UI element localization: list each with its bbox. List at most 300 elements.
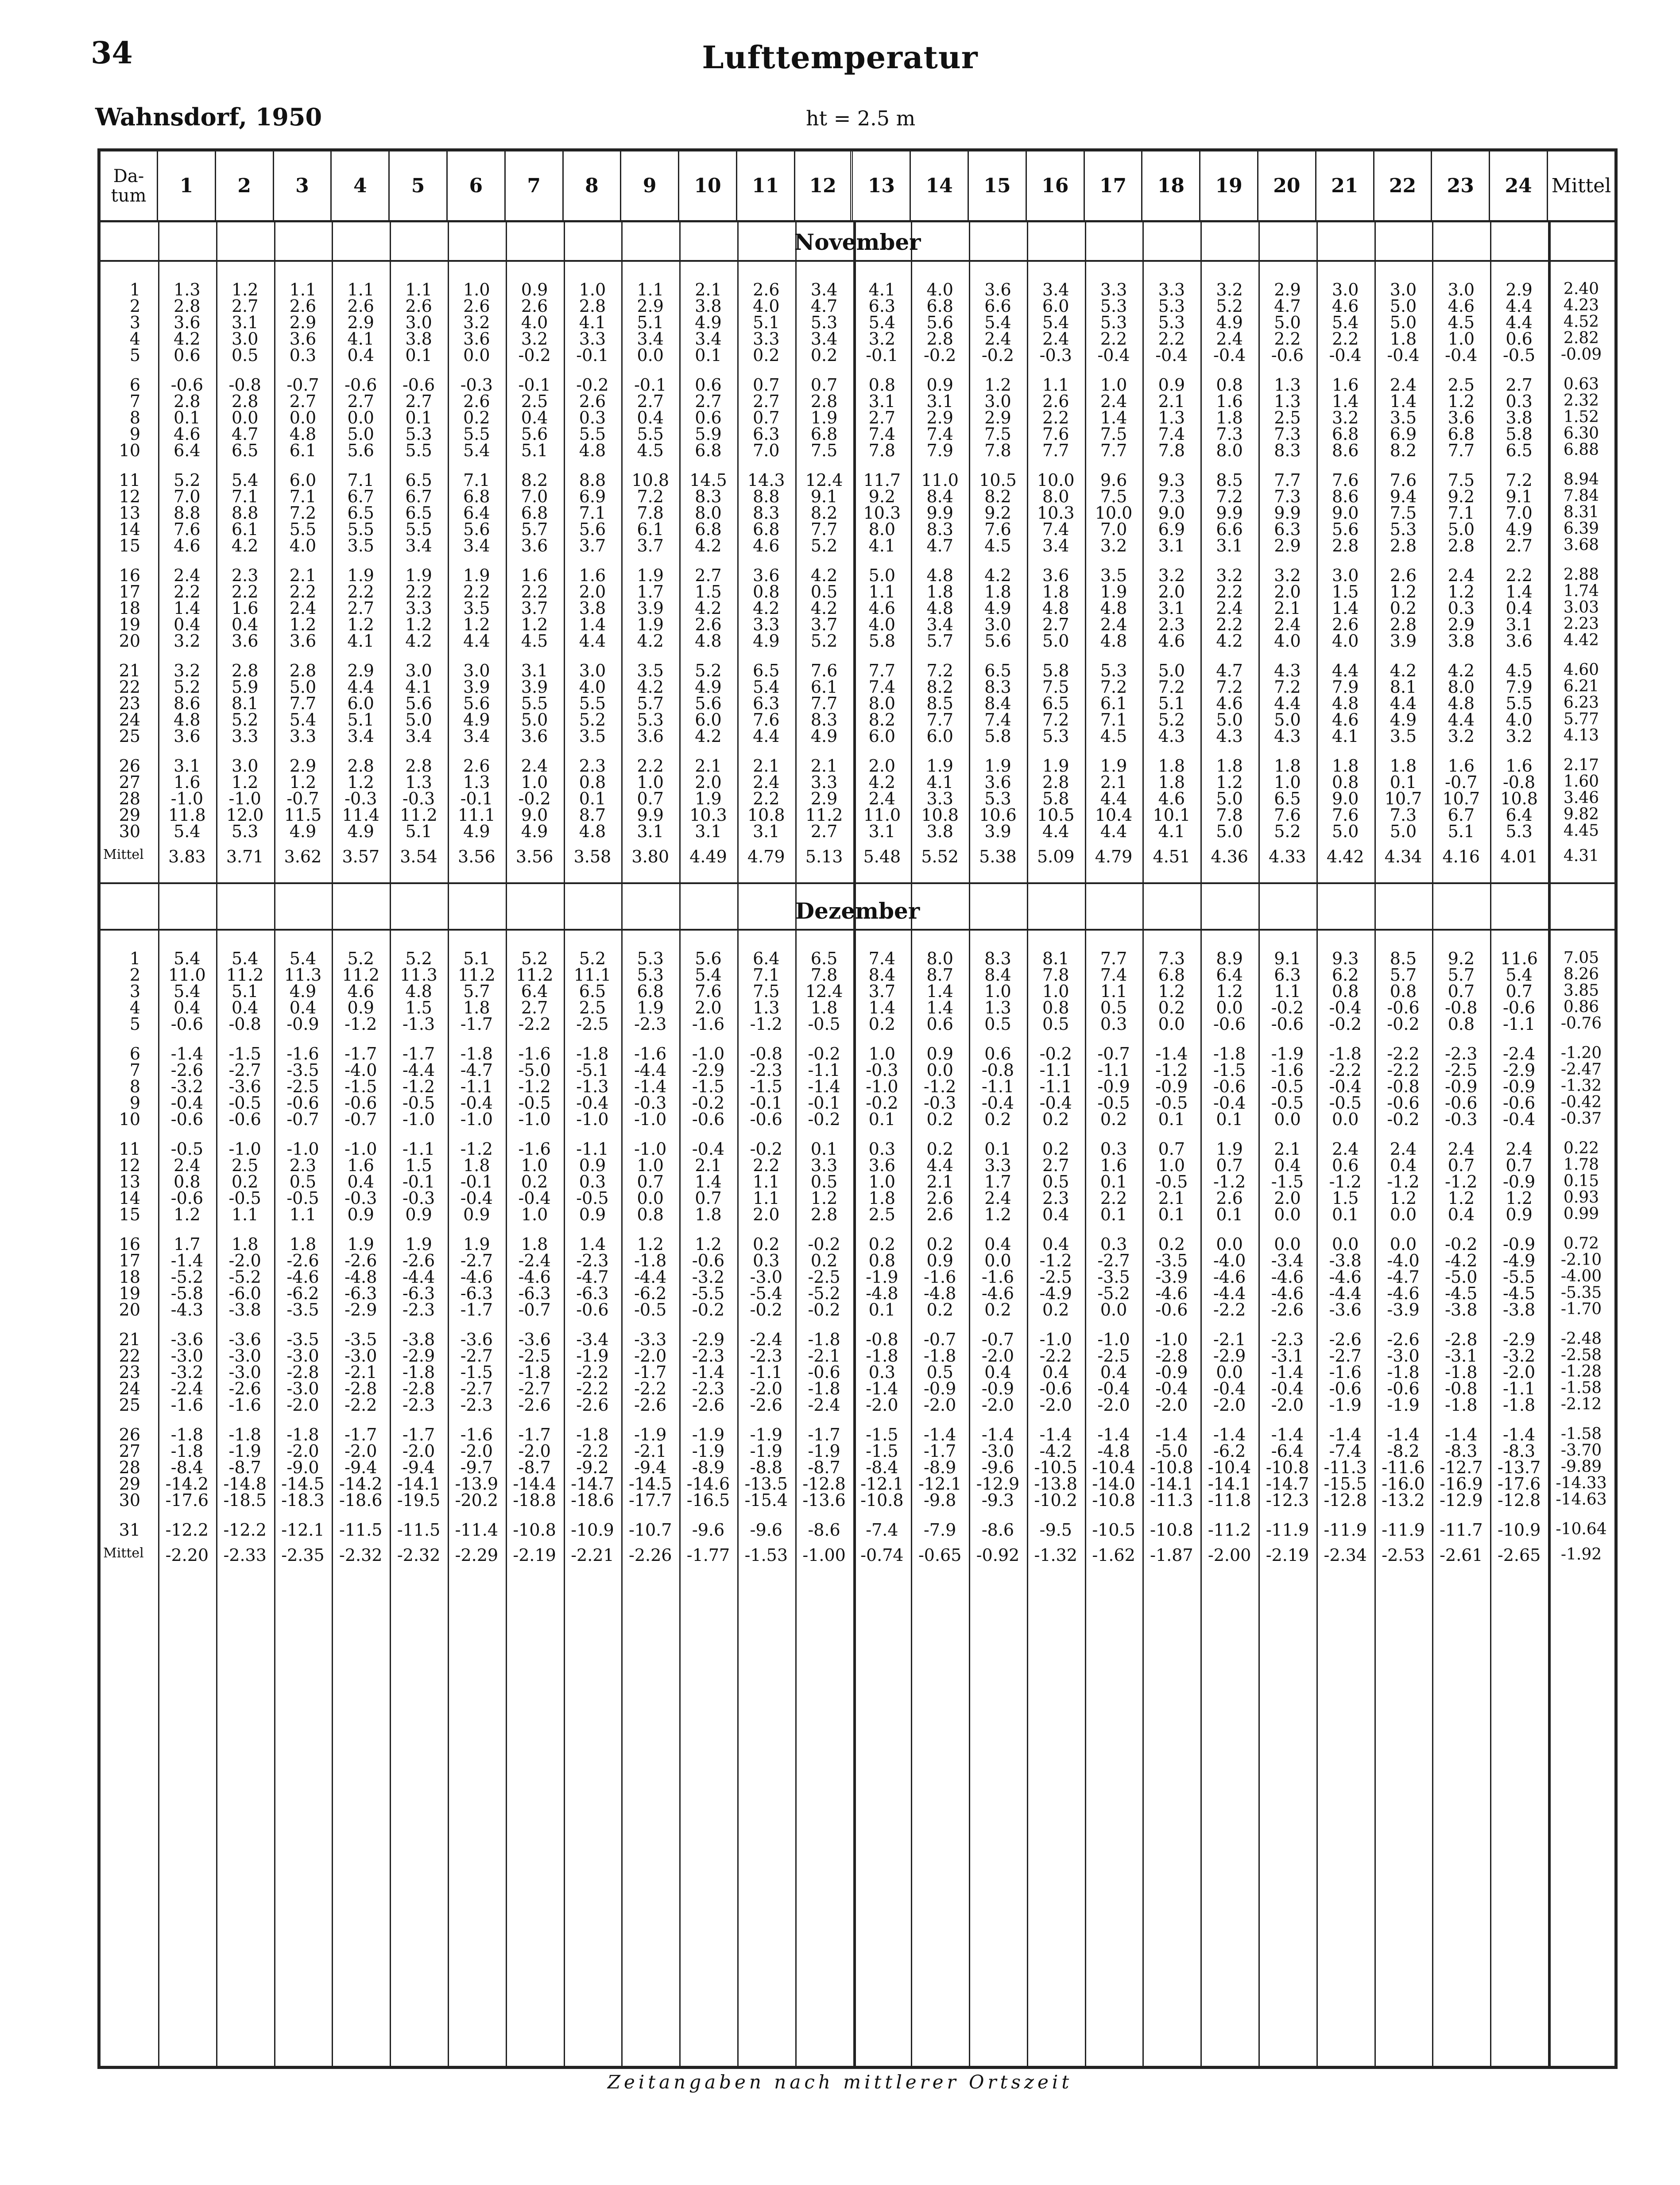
value-cell: 5.2 (579, 710, 606, 730)
value-cell: -0.9 (924, 1379, 956, 1398)
value-cell: 4.4 (1100, 822, 1127, 841)
value-cell: 6.4 (521, 982, 548, 1001)
value-cell: -0.4 (1097, 1379, 1130, 1398)
value-cell: 9.0 (1158, 503, 1185, 523)
value-cell: 7.5 (1390, 503, 1417, 523)
value-cell: -1.4 (1271, 1425, 1304, 1444)
table-row (101, 694, 1614, 711)
value-cell: -2.6 (170, 1060, 204, 1080)
value-cell: 3.4 (463, 536, 490, 555)
value-cell: -0.5 (634, 1300, 667, 1320)
table-row (101, 1093, 1614, 1111)
value-cell: 14.3 (747, 470, 785, 490)
value-cell: -0.8 (1445, 1379, 1478, 1398)
value-cell: 0.8 (1390, 982, 1417, 1001)
value-cell: 1.2 (405, 615, 432, 634)
hour-mean-cell: 5.48 (863, 847, 901, 866)
value-cell: 4.5 (1506, 661, 1533, 680)
value-cell: 5.3 (1390, 520, 1417, 539)
hour-mean-cell: 4.34 (1384, 847, 1422, 866)
row-mean-cell: 8.31 (1563, 503, 1599, 521)
value-cell: -0.6 (692, 1251, 725, 1270)
value-cell: -17.6 (165, 1490, 209, 1510)
value-cell: 4.8 (405, 982, 432, 1001)
value-cell: 5.0 (347, 424, 374, 444)
row-mean-cell: -1.32 (1560, 1077, 1602, 1095)
value-cell: -13.8 (1034, 1474, 1077, 1494)
value-cell: 7.5 (1100, 487, 1127, 506)
value-cell: 2.6 (463, 392, 490, 411)
value-cell: 0.2 (1042, 1300, 1069, 1320)
value-cell: -0.4 (981, 1093, 1014, 1113)
value-cell: -3.0 (1387, 1346, 1420, 1366)
value-cell: 8.8 (753, 487, 780, 506)
row-mean-cell: 9.82 (1563, 805, 1599, 823)
value-cell: -1.6 (460, 1425, 493, 1444)
header-hour: 6 (448, 151, 506, 220)
value-cell: 1.8 (231, 1234, 259, 1254)
value-cell: -6.2 (286, 1284, 319, 1303)
value-cell: 3.4 (1042, 536, 1069, 555)
value-cell: 2.1 (1100, 772, 1127, 792)
value-cell: 7.6 (753, 710, 780, 730)
value-cell: 1.4 (1332, 598, 1359, 618)
value-cell: 1.0 (1042, 982, 1069, 1001)
value-cell: 8.1 (231, 694, 259, 713)
value-cell: -0.6 (808, 1362, 840, 1382)
row-mean-cell: -2.10 (1560, 1251, 1602, 1269)
day-cell: 25 (119, 1395, 140, 1415)
value-cell: -0.2 (750, 1300, 782, 1320)
value-cell: -13.7 (1497, 1458, 1541, 1477)
value-cell: 2.0 (1274, 582, 1301, 602)
value-cell: -0.3 (1445, 1110, 1478, 1129)
day-cell: 13 (119, 1172, 140, 1191)
value-cell: 3.9 (521, 677, 548, 697)
value-cell: -6.3 (402, 1284, 435, 1303)
value-cell: -1.4 (1502, 1425, 1536, 1444)
day-cell: 7 (129, 1060, 140, 1080)
value-cell: 0.2 (868, 1014, 896, 1034)
value-cell: 1.9 (347, 566, 374, 585)
value-cell: 5.2 (521, 949, 548, 968)
value-cell: -2.0 (1097, 1395, 1130, 1415)
hour-mean-cell: -0.74 (860, 1545, 904, 1565)
value-cell: 0.2 (926, 1234, 953, 1254)
value-cell: -1.9 (1329, 1395, 1362, 1415)
value-cell: -1.5 (228, 1044, 261, 1063)
value-cell: -1.8 (518, 1362, 551, 1382)
value-cell: 3.2 (1158, 566, 1185, 585)
value-cell: 1.9 (810, 408, 838, 427)
day-cell: 11 (119, 470, 140, 490)
value-cell: 0.1 (1332, 1205, 1359, 1224)
value-cell: 0.1 (405, 345, 432, 365)
value-cell: 2.8 (174, 392, 201, 411)
value-cell: -9.8 (924, 1490, 956, 1510)
day-cell: 11 (119, 1139, 140, 1159)
value-cell: 7.5 (1448, 470, 1475, 490)
table-row (101, 1520, 1614, 1538)
value-cell: 7.3 (1216, 424, 1243, 444)
value-cell: 0.4 (1506, 598, 1533, 618)
value-cell: 5.2 (579, 949, 606, 968)
value-cell: 2.4 (1332, 1139, 1359, 1159)
value-cell: 0.4 (231, 615, 259, 634)
table-row (101, 375, 1614, 393)
value-cell: 2.1 (695, 280, 722, 299)
value-cell: 2.6 (926, 1188, 953, 1208)
value-cell: 2.2 (1100, 1188, 1127, 1208)
value-cell: -1.8 (1213, 1044, 1246, 1063)
value-cell: -0.6 (1502, 1093, 1536, 1113)
value-cell: 11.5 (284, 805, 322, 825)
value-cell: 2.2 (1274, 329, 1301, 349)
value-cell: 1.9 (1216, 1139, 1243, 1159)
value-cell: -4.4 (634, 1267, 667, 1287)
table-row (101, 1251, 1614, 1269)
value-cell: -0.1 (808, 1093, 840, 1113)
value-cell: 8.2 (521, 470, 548, 490)
value-cell: 5.5 (1506, 694, 1533, 713)
value-cell: -2.6 (1329, 1330, 1362, 1349)
value-cell: 2.0 (868, 756, 896, 776)
hour-mean-cell: -2.34 (1324, 1545, 1367, 1565)
value-cell: 3.6 (753, 566, 780, 585)
value-cell: -4.6 (1387, 1284, 1420, 1303)
value-cell: -0.4 (1502, 1110, 1536, 1129)
value-cell: 0.3 (1448, 598, 1475, 618)
value-cell: 1.0 (1274, 772, 1301, 792)
value-cell: 4.9 (289, 982, 317, 1001)
value-cell: 2.1 (926, 1172, 953, 1191)
value-cell: 7.2 (637, 487, 664, 506)
value-cell: -2.0 (1213, 1395, 1246, 1415)
table-row (101, 1014, 1614, 1032)
value-cell: 5.3 (1100, 661, 1127, 680)
value-cell: -1.1 (1502, 1379, 1536, 1398)
value-cell: 3.4 (926, 615, 953, 634)
value-cell: 4.0 (289, 536, 317, 555)
value-cell: 2.1 (1158, 1188, 1185, 1208)
value-cell: 0.6 (926, 1014, 953, 1034)
value-cell: 5.5 (405, 520, 432, 539)
value-cell: -1.8 (808, 1330, 840, 1349)
value-cell: 6.9 (579, 487, 606, 506)
value-cell: 6.4 (753, 949, 780, 968)
value-cell: -16.0 (1382, 1474, 1425, 1494)
value-cell: 0.7 (810, 375, 838, 395)
value-cell: 1.8 (463, 998, 490, 1017)
header-hour: 22 (1374, 151, 1432, 220)
value-cell: -0.2 (518, 345, 551, 365)
value-cell: 2.9 (1274, 280, 1301, 299)
value-cell: 2.6 (1042, 392, 1069, 411)
value-cell: -2.9 (692, 1330, 725, 1349)
value-cell: 3.4 (810, 329, 838, 349)
value-cell: -2.0 (750, 1379, 782, 1398)
value-cell: -12.1 (860, 1474, 904, 1494)
value-cell: 3.2 (521, 329, 548, 349)
value-cell: 7.2 (926, 661, 953, 680)
value-cell: 4.2 (637, 631, 664, 651)
value-cell: 3.1 (637, 822, 664, 841)
hour-mean-cell: 3.62 (284, 847, 322, 866)
value-cell: 7.8 (868, 441, 896, 460)
value-cell: -0.2 (1271, 998, 1304, 1017)
value-cell: 6.5 (810, 949, 838, 968)
value-cell: -2.3 (692, 1379, 725, 1398)
value-cell: 2.7 (868, 408, 896, 427)
value-cell: 8.2 (1390, 441, 1417, 460)
value-cell: 0.9 (1506, 1205, 1533, 1224)
value-cell: 1.4 (695, 1172, 722, 1191)
value-cell: 4.1 (868, 536, 896, 555)
row-mean-cell: 2.32 (1563, 392, 1599, 410)
value-cell: 5.6 (984, 631, 1011, 651)
day-cell: 22 (119, 677, 140, 697)
value-cell: 4.0 (1274, 631, 1301, 651)
value-cell: -1.9 (866, 1267, 898, 1287)
value-cell: 0.9 (579, 1205, 606, 1224)
day-cell: 5 (129, 345, 140, 365)
value-cell: -18.5 (223, 1490, 267, 1510)
value-cell: 5.4 (231, 949, 259, 968)
day-cell: 8 (129, 408, 140, 427)
value-cell: -4.6 (460, 1267, 493, 1287)
value-cell: -2.8 (1445, 1330, 1478, 1349)
value-cell: -1.4 (692, 1362, 725, 1382)
value-cell: -1.1 (1039, 1060, 1072, 1080)
value-cell: -0.2 (924, 345, 956, 365)
value-cell: 3.2 (174, 661, 201, 680)
value-cell: -1.2 (1329, 1172, 1362, 1191)
value-cell: 0.8 (1448, 1014, 1475, 1034)
value-cell: 0.2 (1390, 598, 1417, 618)
table-row (101, 965, 1614, 983)
value-cell: 10.3 (689, 805, 727, 825)
value-cell: 6.5 (405, 470, 432, 490)
value-cell: -2.0 (518, 1441, 551, 1461)
value-cell: 0.4 (174, 998, 201, 1017)
value-cell: 7.4 (868, 424, 896, 444)
value-cell: 0.0 (463, 345, 490, 365)
value-cell: -2.2 (1039, 1346, 1072, 1366)
value-cell: 1.2 (1216, 982, 1243, 1001)
value-cell: 0.4 (984, 1234, 1011, 1254)
header-hour: 17 (1085, 151, 1143, 220)
value-cell: -9.2 (576, 1458, 609, 1477)
value-cell: 8.9 (1216, 949, 1243, 968)
value-cell: -2.5 (576, 1014, 609, 1034)
value-cell: 5.3 (1042, 726, 1069, 746)
value-cell: 11.2 (515, 965, 554, 985)
value-cell: -12.8 (1497, 1490, 1541, 1510)
value-cell: 8.3 (926, 520, 953, 539)
value-cell: 1.8 (984, 582, 1011, 602)
value-cell: 0.4 (1042, 1362, 1069, 1382)
value-cell: -5.1 (576, 1060, 609, 1080)
table-row (101, 982, 1614, 999)
value-cell: -2.4 (518, 1251, 551, 1270)
value-cell: 3.6 (463, 329, 490, 349)
value-cell: 5.3 (637, 949, 664, 968)
value-cell: 1.9 (405, 566, 432, 585)
value-cell: -0.2 (1387, 1014, 1420, 1034)
value-cell: 0.5 (984, 1014, 1011, 1034)
value-cell: 4.6 (1448, 296, 1475, 316)
value-cell: 3.0 (984, 392, 1011, 411)
value-cell: -3.5 (1155, 1251, 1188, 1270)
value-cell: 2.1 (1274, 1139, 1301, 1159)
value-cell: -1.6 (518, 1139, 551, 1159)
hour-mean-cell: -0.65 (918, 1545, 962, 1565)
value-cell: 8.4 (926, 487, 953, 506)
value-cell: 2.4 (174, 566, 201, 585)
value-cell: -2.5 (518, 1346, 551, 1366)
table-row (101, 536, 1614, 554)
value-cell: 0.8 (579, 772, 606, 792)
value-cell: -3.0 (286, 1346, 319, 1366)
value-cell: -15.4 (744, 1490, 788, 1510)
value-cell: -3.0 (170, 1346, 204, 1366)
value-cell: 10.8 (747, 805, 785, 825)
value-cell: -14.5 (628, 1474, 672, 1494)
value-cell: -9.4 (345, 1458, 377, 1477)
value-cell: -0.1 (460, 1172, 493, 1191)
value-cell: -0.1 (634, 375, 667, 395)
value-cell: 0.2 (1100, 1110, 1127, 1129)
value-cell: 2.2 (637, 756, 664, 776)
value-cell: 4.3 (1274, 661, 1301, 680)
row-mean-cell: -5.35 (1560, 1284, 1602, 1302)
value-cell: 2.4 (1042, 329, 1069, 349)
value-cell: 4.2 (810, 598, 838, 618)
value-cell: 2.9 (347, 661, 374, 680)
value-cell: -2.3 (750, 1060, 782, 1080)
value-cell: -0.5 (1271, 1093, 1304, 1113)
hour-mean-cell: 3.56 (458, 847, 495, 866)
value-cell: -1.6 (924, 1267, 956, 1287)
value-cell: -1.8 (1387, 1362, 1420, 1382)
hour-mean-cell: 4.79 (1095, 847, 1133, 866)
value-cell: -14.1 (1150, 1474, 1193, 1494)
value-cell: 8.5 (926, 694, 953, 713)
value-cell: -3.0 (981, 1441, 1014, 1461)
value-cell: 2.1 (1274, 598, 1301, 618)
value-cell: 5.0 (1448, 520, 1475, 539)
value-cell: 4.1 (1158, 822, 1185, 841)
value-cell: 1.4 (1332, 392, 1359, 411)
value-cell: -2.1 (634, 1441, 667, 1461)
table-row (101, 1441, 1614, 1459)
value-cell: -3.8 (402, 1330, 435, 1349)
value-cell: 0.0 (637, 345, 664, 365)
value-cell: -11.5 (339, 1520, 383, 1540)
day-cell: 27 (119, 772, 140, 792)
value-cell: 9.9 (1274, 503, 1301, 523)
value-cell: 3.3 (405, 598, 432, 618)
value-cell: 0.9 (926, 1044, 953, 1063)
hour-mean-cell: 4.49 (689, 847, 727, 866)
table-row (101, 998, 1614, 1016)
value-cell: -0.5 (1097, 1093, 1130, 1113)
value-cell: 0.5 (1042, 1014, 1069, 1034)
value-cell: 0.4 (1042, 1205, 1069, 1224)
value-cell: -0.3 (402, 789, 435, 808)
value-cell: 11.0 (168, 965, 206, 985)
row-mean-cell: -3.70 (1560, 1441, 1602, 1459)
value-cell: -1.8 (170, 1425, 204, 1444)
value-cell: -3.2 (170, 1077, 204, 1096)
value-cell: 1.8 (289, 1234, 317, 1254)
value-cell: 2.3 (1042, 1188, 1069, 1208)
value-cell: 1.9 (926, 756, 953, 776)
value-cell: -1.2 (924, 1077, 956, 1096)
value-cell: -1.8 (170, 1441, 204, 1461)
value-cell: -2.7 (1097, 1251, 1130, 1270)
value-cell: 4.9 (810, 726, 838, 746)
value-cell: 0.3 (1100, 1014, 1127, 1034)
value-cell: -6.0 (228, 1284, 261, 1303)
header-hour: 19 (1200, 151, 1258, 220)
value-cell: -4.4 (1213, 1284, 1246, 1303)
value-cell: -2.3 (1445, 1044, 1478, 1063)
day-cell: 29 (119, 805, 140, 825)
value-cell: -0.6 (402, 375, 435, 395)
value-cell: -1.4 (634, 1077, 667, 1096)
value-cell: 4.0 (868, 615, 896, 634)
value-cell: 5.0 (1390, 313, 1417, 332)
value-cell: 4.4 (463, 631, 490, 651)
value-cell: 5.0 (521, 710, 548, 730)
value-cell: 0.3 (1506, 392, 1533, 411)
value-cell: 9.1 (1274, 949, 1301, 968)
value-cell: -17.7 (628, 1490, 672, 1510)
value-cell: 4.4 (1042, 822, 1069, 841)
value-cell: -2.9 (1502, 1330, 1536, 1349)
value-cell: 6.3 (753, 694, 780, 713)
value-cell: 7.5 (753, 982, 780, 1001)
row-mean-cell: 1.60 (1563, 772, 1599, 791)
hour-mean-cell: 5.38 (979, 847, 1017, 866)
value-cell: 8.2 (984, 487, 1011, 506)
value-cell: -14.2 (339, 1474, 383, 1494)
value-cell: -2.3 (692, 1346, 725, 1366)
day-cell: 29 (119, 1474, 140, 1494)
value-cell: -1.4 (1271, 1362, 1304, 1382)
value-cell: -1.7 (402, 1425, 435, 1444)
value-cell: 0.2 (1158, 998, 1185, 1017)
value-cell: 0.1 (1390, 772, 1417, 792)
day-cell: 20 (119, 631, 140, 651)
value-cell: -2.0 (345, 1441, 377, 1461)
row-mean-cell: 3.46 (1563, 789, 1599, 807)
value-cell: 6.0 (289, 470, 317, 490)
row-mean-cell: 0.63 (1563, 375, 1599, 393)
value-cell: 2.8 (1332, 536, 1359, 555)
value-cell: 1.5 (405, 1156, 432, 1175)
row-mean-cell: -1.20 (1560, 1044, 1602, 1062)
value-cell: -18.3 (281, 1490, 325, 1510)
row-mean-cell: -0.09 (1560, 345, 1602, 364)
value-cell: 3.6 (289, 631, 317, 651)
value-cell: 4.6 (1158, 631, 1185, 651)
value-cell: 5.8 (1506, 424, 1533, 444)
header-hour: 11 (737, 151, 795, 220)
row-mean-cell: -9.89 (1560, 1458, 1602, 1476)
value-cell: 2.6 (926, 1205, 953, 1224)
